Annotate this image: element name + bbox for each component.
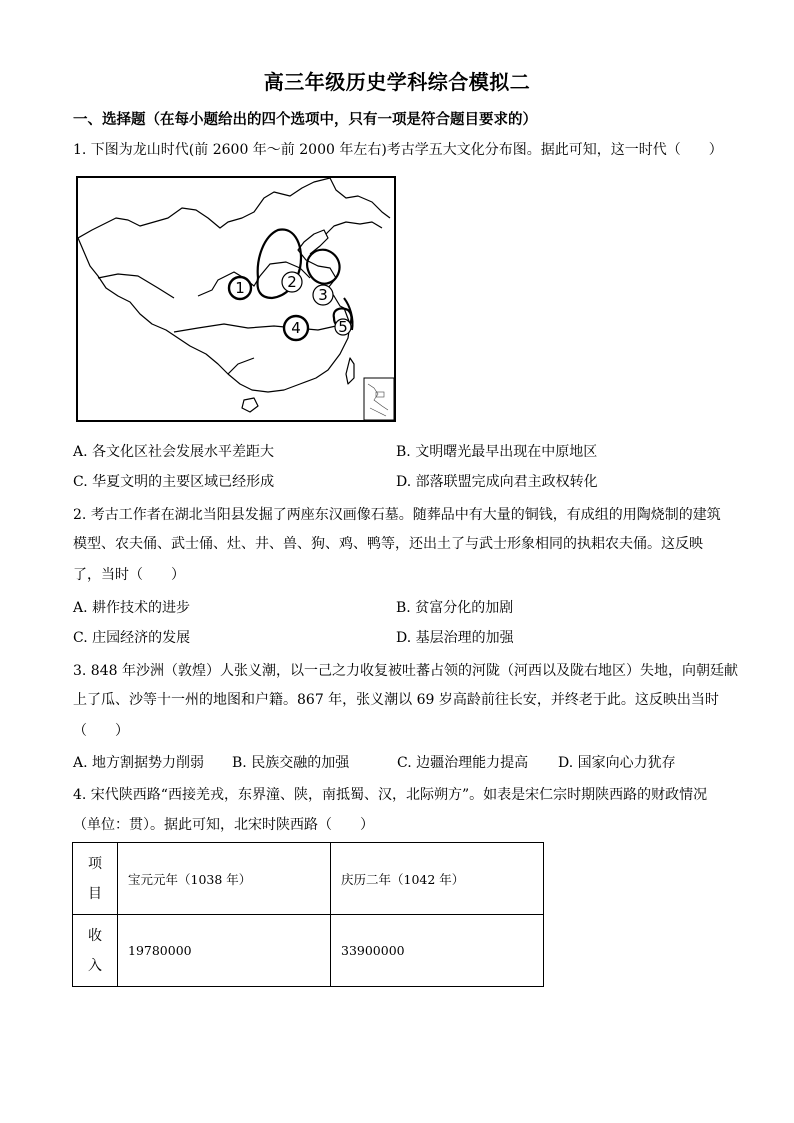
- q3-option-b: B. 民族交融的加强: [232, 755, 350, 771]
- map-border-outline: [78, 178, 330, 238]
- q4-line-2: （单位：贯）。据此可知，北宋时陕西路（ ）: [73, 817, 374, 833]
- hainan-island: [242, 398, 258, 412]
- longshan-culture-map: [76, 176, 396, 422]
- table-row: [73, 915, 544, 987]
- page-title: 高三年级历史学科综合模拟二: [263, 70, 531, 94]
- q2-line-3: 了，当时（ ）: [73, 567, 185, 583]
- q2-option-b: B. 贫富分化的加剧: [396, 600, 514, 616]
- q2-option-c: C. 庄园经济的发展: [73, 630, 191, 646]
- map-label-2: 2: [287, 273, 297, 291]
- table-row-label: 收 入: [73, 915, 118, 987]
- q1-option-b: B. 文明曙光最早出现在中原地区: [396, 444, 598, 460]
- map-label-3: 3: [318, 286, 328, 304]
- table-cell: 19780000: [118, 915, 331, 987]
- map-label-5: 5: [338, 318, 348, 336]
- taiwan-island: [346, 358, 354, 384]
- q2-line-1: 2. 考古工作者在湖北当阳县发掘了两座东汉画像石墓。随葬品中有大量的铜钱，有成组的用陶烧制的建筑: [73, 507, 721, 523]
- q2-option-d: D. 基层治理的加强: [396, 630, 514, 646]
- china-map-figure: [78, 178, 394, 420]
- q3-option-c: C. 边疆治理能力提高: [397, 755, 529, 771]
- q3-line-3: （ ）: [73, 723, 129, 739]
- q1-option-a: A. 各文化区社会发展水平差距大: [73, 444, 275, 460]
- table-cell: 庆历二年（1042 年）: [331, 843, 544, 915]
- table-cell: 宝元元年（1038 年）: [118, 843, 331, 915]
- table-cell: 33900000: [331, 915, 544, 987]
- table-header-label: 项 目: [73, 843, 118, 915]
- q2-option-a: A. 耕作技术的进步: [73, 600, 191, 616]
- map-label-4: 4: [291, 319, 301, 337]
- q1-option-c: C. 华夏文明的主要区域已经形成: [73, 474, 275, 490]
- q4-line-1: 4. 宋代陕西路“西接羌戎，东界潼、陕，南抵蜀、汉，北际朔方”。如表是宋仁宗时期陕西路的财政情况: [73, 787, 708, 803]
- q3-option-d: D. 国家向心力犹存: [558, 755, 676, 771]
- q3-line-1: 3. 848 年沙洲（敦煌）人张义潮，以一己之力收复被吐蕃占领的河陇（河西以及陇右地区）失地，向朝廷献: [73, 663, 738, 679]
- q1-option-d: D. 部落联盟完成向君主政权转化: [396, 474, 598, 490]
- q3-line-2: 上了瓜、沙等十一州的地图和户籍。867 年，张义潮以 69 岁高龄前往长安，并终老于此。这反映出当时: [73, 692, 719, 708]
- section-heading: 一、选择题（在每小题给出的四个选项中，只有一项是符合题目要求的）: [73, 111, 537, 128]
- table-row: [73, 843, 544, 915]
- finance-table: [72, 842, 544, 987]
- yangtze-river: [174, 324, 336, 332]
- map-label-1: 1: [235, 279, 245, 297]
- q2-line-2: 模型、农夫俑、武士俑、灶、井、兽、狗、鸡、鸭等，还出土了与武士形象相同的执耜农夫俑。这反映: [73, 536, 703, 552]
- q1-stem: 1. 下图为龙山时代(前 2600 年～前 2000 年左右)考古学五大文化分布图。据此可知，这一时代（ ）: [73, 142, 723, 158]
- q3-option-a: A. 地方割据势力削弱: [73, 755, 205, 771]
